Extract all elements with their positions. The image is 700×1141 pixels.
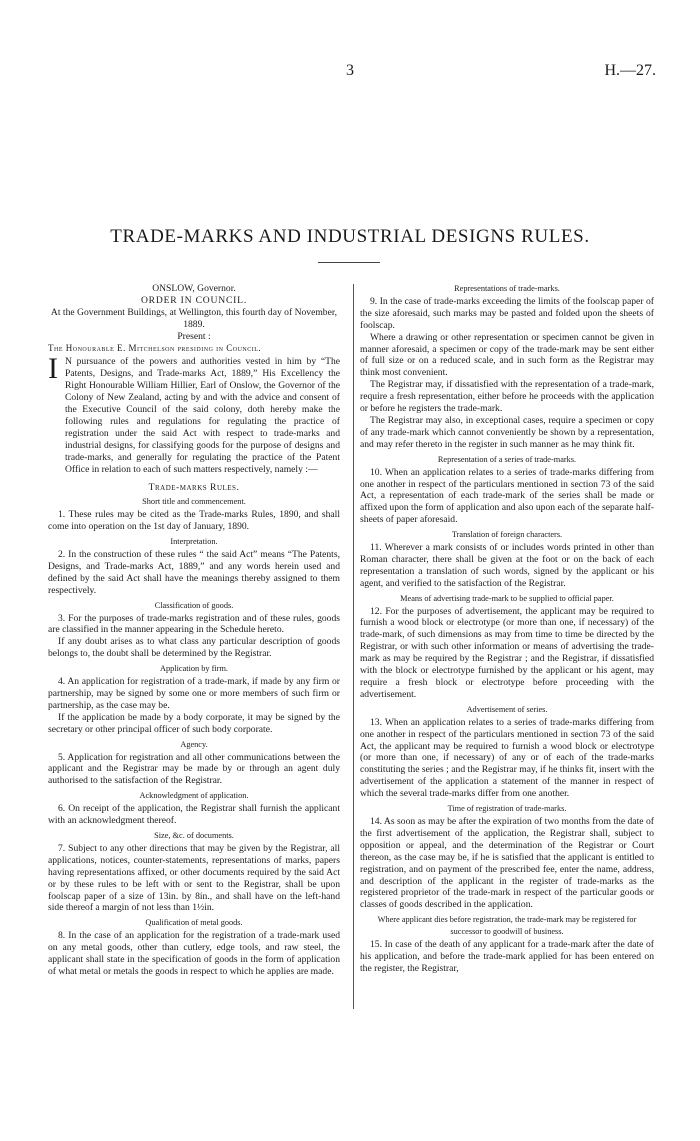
rules-heading: Trade-marks Rules. [148, 481, 240, 493]
section-heading: Advertisement of series. [466, 704, 548, 714]
rule-paragraph: Where a drawing or other representation or specimen cannot be given in manner aforesaid, a specimen or copy of the trade-mark may be sent either of full size or on a reduced scale, and in such form as the Registrar may think most convenient. [360, 331, 654, 379]
rule-paragraph: 2. In the construction of these rules “ the said Act” means “The Patents, Designs, and Trade-marks Act, 1889,” and any words herein used and defined by the said Act shall have the meanings thereby assigned to them respectively. [48, 549, 340, 596]
left-column [48, 283, 340, 978]
section-heading: Where applicant dies before registration, the trade-mark may be registered for successor to goodwill of business. [377, 915, 637, 937]
section-heading: Representations of trade-marks. [454, 284, 560, 293]
section-heading: Interpretation. [170, 537, 218, 547]
rule-paragraph: The Registrar may, if dissatisfied with the representation of a trade-mark, require a fresh representation, either before he proceeds with the application or before he registers the trade-mark. [360, 379, 654, 415]
rule-paragraph: If the application be made by a body corporate, it may be signed by the secretary or other principal officer of such body corporate. [48, 711, 340, 735]
rule-paragraph: 13. When an application relates to a series of trade-marks differing from one another in respect of the particulars mentioned in section 73 of the said Act, the applicant may be required to furnish a wood block or electrotype (or more than one, if necessary) of any or of each of the trade-marks constituting the series ; and the Registrar may, if he thinks fit, insert with the advertisement of the application a statement of the manner in respect of which the several trade-marks differ from one another. [360, 716, 654, 800]
rule-paragraph: 1. These rules may be cited as the Trade-marks Rules, 1890, and shall come into operation on the 1st day of January, 1890. [48, 509, 340, 533]
rule-paragraph: 4. An application for registration of a trade-mark, if made by any firm or partnership, may be signed by some one or more members of such firm or partnership, as the case may be. [48, 676, 340, 711]
section-heading: Representation of a series of trade-marks. [437, 454, 577, 464]
section-heading: Size, &c. of documents. [154, 830, 234, 840]
rule-paragraph: 3. For the purposes of trade-marks registration and of these rules, goods are classified in the manner appearing in the Schedule hereto. [48, 612, 340, 636]
governor-signature: ONSLOW, Governor. [152, 283, 236, 294]
rule-paragraph: 14. As soon as may be after the expiration of two months from the date of the first advertisement of the application, the Registrar shall, subject to opposition or appeal, and the determination of the Registrar or Court thereon, as the case may be, if he is satisfied that the applicant is entitled to registration, and on payment of the prescribed fee, enter the name, address, and description of the applicant in the register of trade-marks as the registered proprietor of the trade-mark in respect of the particular goods or classes of goods described in the application. [360, 815, 654, 911]
rule-paragraph: 5. Application for registration and all other communications between the applicant and the Registrar may be made by or through an agent duly authorised to the satisfaction of the Registrar. [48, 751, 340, 787]
order-heading: ORDER IN COUNCIL. [140, 294, 248, 306]
section-heading: Classification of goods. [154, 600, 234, 610]
rule-paragraph: 6. On receipt of the application, the Registrar shall furnish the applicant with an acknowledgment thereof. [48, 803, 340, 827]
rule-paragraph: 11. Wherever a mark consists of or includes words printed in other than Roman character, there shall be given at the foot or on the back of each representation a translation of such words, signed by the applicant or his agent, and verified to the satisfaction of the Registrar. [360, 542, 654, 589]
rule-paragraph: 15. In case of the death of any applicant for a trade-mark after the date of his application, and before the trade-mark applied for has been entered on the register, the Registrar, [360, 939, 654, 974]
rule-paragraph: 9. In the case of trade-marks exceeding the limits of the foolscap paper of the size aforesaid, such marks may be pasted and folded upon the sheets of foolscap. [360, 295, 654, 331]
title-rule [318, 262, 380, 263]
section-heading: Qualification of metal goods. [145, 918, 243, 928]
section-heading: Translation of foreign characters. [451, 530, 563, 540]
presiding-line: The Honourable E. Mitchelson presiding in Council. [48, 342, 262, 353]
section-heading: Short title and commencement. [142, 497, 246, 507]
page-number: 3 [346, 62, 354, 79]
preamble-text: N pursuance of the powers and authorities vested in him by “The Patents, Designs, and Trade-marks Act, 1889,” His Excellency the Right Honourable William Hillier, Earl of Onslow, the Governor of the Colony of New Zealand, acting by and with the advice and consent of the Executive Council of the said colony, doth hereby make the following rules and regulations for regulating the practice of registration under the said Act with respect to trade-marks and industrial designs, for classifying goods for the purpose of designs and trade-marks, and generally for regulating the practice of the Patent Office in relation to each of such matters respectively, namely :— [65, 356, 340, 475]
preamble [48, 352, 340, 475]
section-heading: Acknowledgment of application. [139, 791, 249, 801]
drop-cap: I [48, 352, 58, 386]
column-divider [353, 284, 354, 1009]
document-title: TRADE-MARKS AND INDUSTRIAL DESIGNS RULES. [110, 226, 590, 247]
document-reference: H.—27. [604, 62, 656, 79]
section-heading: Agency. [180, 739, 208, 749]
rule-paragraph: The Registrar may also, in exceptional cases, require a specimen or copy of any trade-mark which cannot conveniently be shown by a representation, and may refer thereto in the register in such manner as he may think fit. [360, 414, 654, 450]
section-heading: Application by firm. [160, 664, 228, 674]
section-heading: Time of registration of trade-marks. [447, 804, 567, 814]
rule-paragraph: 8. In the case of an application for the registration of a trade-mark used on any metal goods, other than cutlery, edge tools, and raw steel, the applicant shall state in the specification of goods in the form of application of what metal or metals the goods in respect to which he applies are made. [48, 930, 340, 977]
rule-paragraph: 7. Subject to any other directions that may be given by the Registrar, all applications, notices, counter-statements, representations of marks, papers having representations affixed, or other documents required by the said Act or by these rules to be left with or sent to the Registrar, shall be upon foolscap paper of a size of 13in. by 8in., and shall have on the left-hand side thereof a margin of not less than 1½in. [48, 842, 340, 914]
rule-paragraph: 12. For the purposes of advertisement, the applicant may be required to furnish a wood block or electrotype (or more than one, if necessary) of the trade-mark, of such dimensions as may from time to time be directed by the Registrar, or with such other information or means of advertising the trade-mark as may be required by the Registrar ; and the Registrar, if dissatisfied with the block or electrotype furnished by the applicant or his agent, may require a fresh block or electrotype before proceeding with the advertisement. [360, 605, 654, 700]
present-label: Present : [177, 330, 211, 342]
section-heading: Means of advertising trade-mark to be supplied to official paper. [400, 593, 614, 603]
right-column [360, 283, 654, 975]
rule-paragraph: If any doubt arises as to what class any particular description of goods belongs to, the doubt shall be determined by the Registrar. [48, 636, 340, 660]
rule-paragraph: 10. When an application relates to a series of trade-marks differing from one another in respect of the particulars mentioned in section 73 of the said Act, a representation of each trade-mark of the series shall be made or affixed upon the form of application and also upon each of the separate half-sheets of paper aforesaid. [360, 466, 654, 526]
place-and-date: At the Government Buildings, at Wellington, this fourth day of November, 1889. [50, 306, 338, 330]
